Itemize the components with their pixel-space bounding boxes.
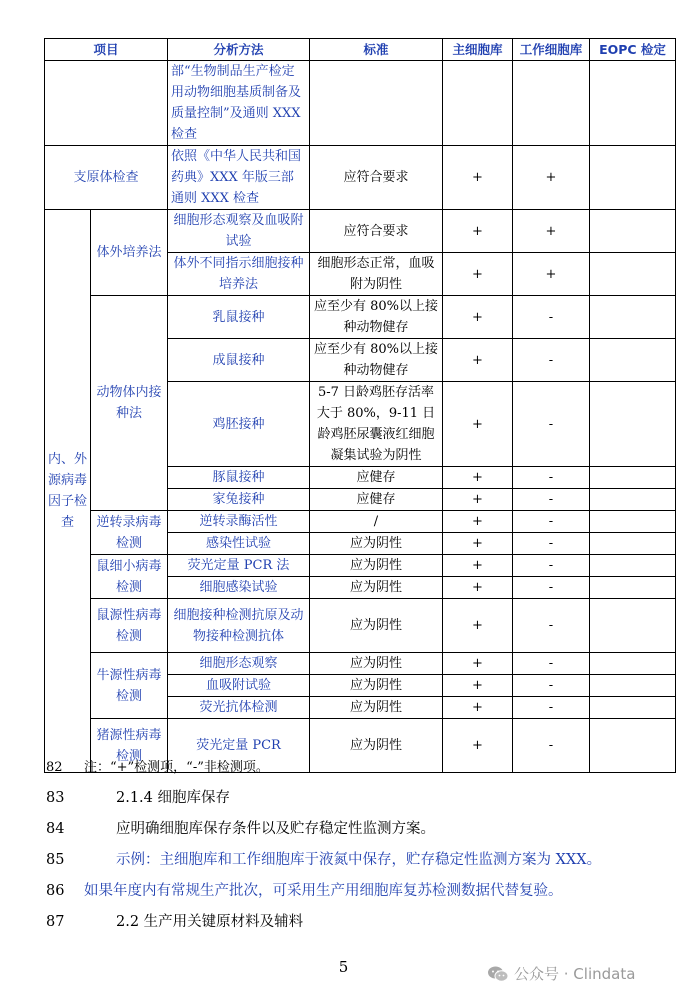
method-cell: 荧光抗体检测 [168, 697, 310, 719]
example-text: 如果年度内有常规生产批次，可采用生产用细胞库复苏检测数据代替复验。 [84, 883, 563, 899]
line-number: 84 [46, 821, 65, 837]
method-cell: 鸡胚接种 [168, 382, 310, 467]
mcb-cell: + [443, 210, 513, 253]
wcb-cell: + [513, 146, 590, 210]
method-cell: 成鼠接种 [168, 339, 310, 382]
cell-bank-test-table [44, 38, 676, 773]
paragraph-text: 应明确细胞库保存条件以及贮存稳定性监测方案。 [116, 821, 435, 837]
wcb-cell: - [513, 599, 590, 653]
standard-cell: 应至少有 80%以上接种动物健存 [310, 296, 443, 339]
eopc-cell [590, 382, 676, 467]
wcb-cell: + [513, 210, 590, 253]
wcb-cell: - [513, 467, 590, 489]
wcb-cell [513, 61, 590, 146]
mcb-cell: + [443, 489, 513, 511]
standard-cell [310, 61, 443, 146]
mcb-cell: + [443, 653, 513, 675]
table-note: 注：“+”检测项，“-”非检测项。 [84, 760, 269, 775]
eopc-cell [590, 675, 676, 697]
page-number: 5 [338, 958, 349, 976]
method-cell: 荧光定量 PCR [168, 719, 310, 773]
method-cell: 部“生物制品生产检定用动物细胞基质制备及质量控制”及通则 XXX 检查 [168, 61, 310, 146]
subgroup-label: 体外培养法 [91, 210, 168, 296]
method-cell: 细胞接种检测抗原及动物接种检测抗体 [168, 599, 310, 653]
eopc-cell [590, 339, 676, 382]
mcb-cell: + [443, 382, 513, 467]
eopc-cell [590, 511, 676, 533]
eopc-cell [590, 533, 676, 555]
mcb-cell: + [443, 339, 513, 382]
example-text: 示例：主细胞库和工作细胞库于液氮中保存，贮存稳定性监测方案为 XXX。 [116, 852, 602, 868]
method-cell: 细胞形态观察及血吸附试验 [168, 210, 310, 253]
wcb-cell: - [513, 555, 590, 577]
standard-cell: 应符合要求 [310, 210, 443, 253]
header-standard: 标准 [310, 39, 443, 61]
mcb-cell: + [443, 555, 513, 577]
standard-cell: / [310, 511, 443, 533]
line-number: 87 [46, 914, 65, 930]
standard-cell: 应为阴性 [310, 555, 443, 577]
table-row [45, 599, 676, 653]
line-number: 83 [46, 790, 65, 806]
eopc-cell [590, 210, 676, 253]
header-item: 项目 [45, 39, 168, 61]
standard-cell: 应符合要求 [310, 146, 443, 210]
method-cell: 依照《中华人民共和国药典》XXX 年版三部通则 XXX 检查 [168, 146, 310, 210]
standard-cell: 应为阴性 [310, 577, 443, 599]
wcb-cell: - [513, 511, 590, 533]
standard-cell: 应健存 [310, 489, 443, 511]
item-cell: 支原体检查 [45, 146, 168, 210]
wcb-cell: - [513, 675, 590, 697]
standard-cell: 应为阴性 [310, 653, 443, 675]
wcb-cell: + [513, 253, 590, 296]
wcb-cell: - [513, 339, 590, 382]
eopc-cell [590, 61, 676, 146]
mcb-cell: + [443, 533, 513, 555]
standard-cell: 应健存 [310, 467, 443, 489]
method-cell: 细胞形态观察 [168, 653, 310, 675]
subgroup-label: 牛源性病毒检测 [91, 653, 168, 719]
header-working-cell-bank: 工作细胞库 [513, 39, 590, 61]
wcb-cell: - [513, 577, 590, 599]
table-row [45, 555, 676, 577]
line-number: 82 [46, 760, 63, 775]
table-row [45, 296, 676, 339]
mcb-cell: + [443, 511, 513, 533]
wcb-cell: - [513, 489, 590, 511]
eopc-cell [590, 719, 676, 773]
standard-cell: 应为阴性 [310, 675, 443, 697]
section-heading: 2.1.4 细胞库保存 [116, 790, 231, 806]
mcb-cell: + [443, 599, 513, 653]
header-eopc: EOPC 检定 [590, 39, 676, 61]
method-cell: 荧光定量 PCR 法 [168, 555, 310, 577]
header-method: 分析方法 [168, 39, 310, 61]
mcb-cell: + [443, 146, 513, 210]
method-cell: 细胞感染试验 [168, 577, 310, 599]
standard-cell: 应为阴性 [310, 599, 443, 653]
item-cell [45, 61, 168, 146]
header-master-cell-bank: 主细胞库 [443, 39, 513, 61]
standard-cell: 5-7 日龄鸡胚存活率大于 80%，9-11 日龄鸡胚尿囊液红细胞凝集试验为阴性 [310, 382, 443, 467]
table-row [45, 210, 676, 253]
mcb-cell: + [443, 697, 513, 719]
mcb-cell: + [443, 296, 513, 339]
table-row [45, 653, 676, 675]
eopc-cell [590, 599, 676, 653]
standard-cell: 应至少有 80%以上接种动物健存 [310, 339, 443, 382]
table-row [45, 511, 676, 533]
mcb-cell: + [443, 577, 513, 599]
mcb-cell: + [443, 719, 513, 773]
table-row [45, 146, 676, 210]
eopc-cell [590, 577, 676, 599]
standard-cell: 细胞形态正常，血吸附为阴性 [310, 253, 443, 296]
section-heading: 2.2 生产用关键原材料及辅料 [116, 914, 304, 930]
viral-group-label: 内、外源病毒因子检查 [45, 210, 91, 773]
subgroup-label: 鼠细小病毒检测 [91, 555, 168, 599]
eopc-cell [590, 653, 676, 675]
eopc-cell [590, 489, 676, 511]
method-cell: 豚鼠接种 [168, 467, 310, 489]
standard-cell: 应为阴性 [310, 697, 443, 719]
watermark-text: 公众号 · Clindata [514, 965, 636, 983]
mcb-cell: + [443, 253, 513, 296]
line-number: 85 [46, 852, 65, 868]
mcb-cell: + [443, 675, 513, 697]
subgroup-label: 动物体内接种法 [91, 296, 168, 511]
subgroup-label: 猪源性病毒检测 [91, 719, 168, 773]
eopc-cell [590, 697, 676, 719]
eopc-cell [590, 146, 676, 210]
wechat-icon [487, 965, 509, 983]
subgroup-label: 鼠源性病毒检测 [91, 599, 168, 653]
mcb-cell: + [443, 467, 513, 489]
wcb-cell: - [513, 382, 590, 467]
watermark [487, 963, 635, 984]
line-number: 86 [46, 883, 65, 899]
subgroup-label: 逆转录病毒检测 [91, 511, 168, 555]
wcb-cell: - [513, 697, 590, 719]
method-cell: 体外不同指示细胞接种培养法 [168, 253, 310, 296]
mcb-cell [443, 61, 513, 146]
standard-cell: 应为阴性 [310, 719, 443, 773]
eopc-cell [590, 253, 676, 296]
eopc-cell [590, 296, 676, 339]
standard-cell: 应为阴性 [310, 533, 443, 555]
wcb-cell: - [513, 719, 590, 773]
method-cell: 感染性试验 [168, 533, 310, 555]
wcb-cell: - [513, 533, 590, 555]
method-cell: 血吸附试验 [168, 675, 310, 697]
wcb-cell: - [513, 653, 590, 675]
method-cell: 乳鼠接种 [168, 296, 310, 339]
method-cell: 家兔接种 [168, 489, 310, 511]
wcb-cell: - [513, 296, 590, 339]
eopc-cell [590, 467, 676, 489]
table-row [45, 61, 676, 146]
table-header-row [45, 39, 676, 61]
eopc-cell [590, 555, 676, 577]
method-cell: 逆转录酶活性 [168, 511, 310, 533]
